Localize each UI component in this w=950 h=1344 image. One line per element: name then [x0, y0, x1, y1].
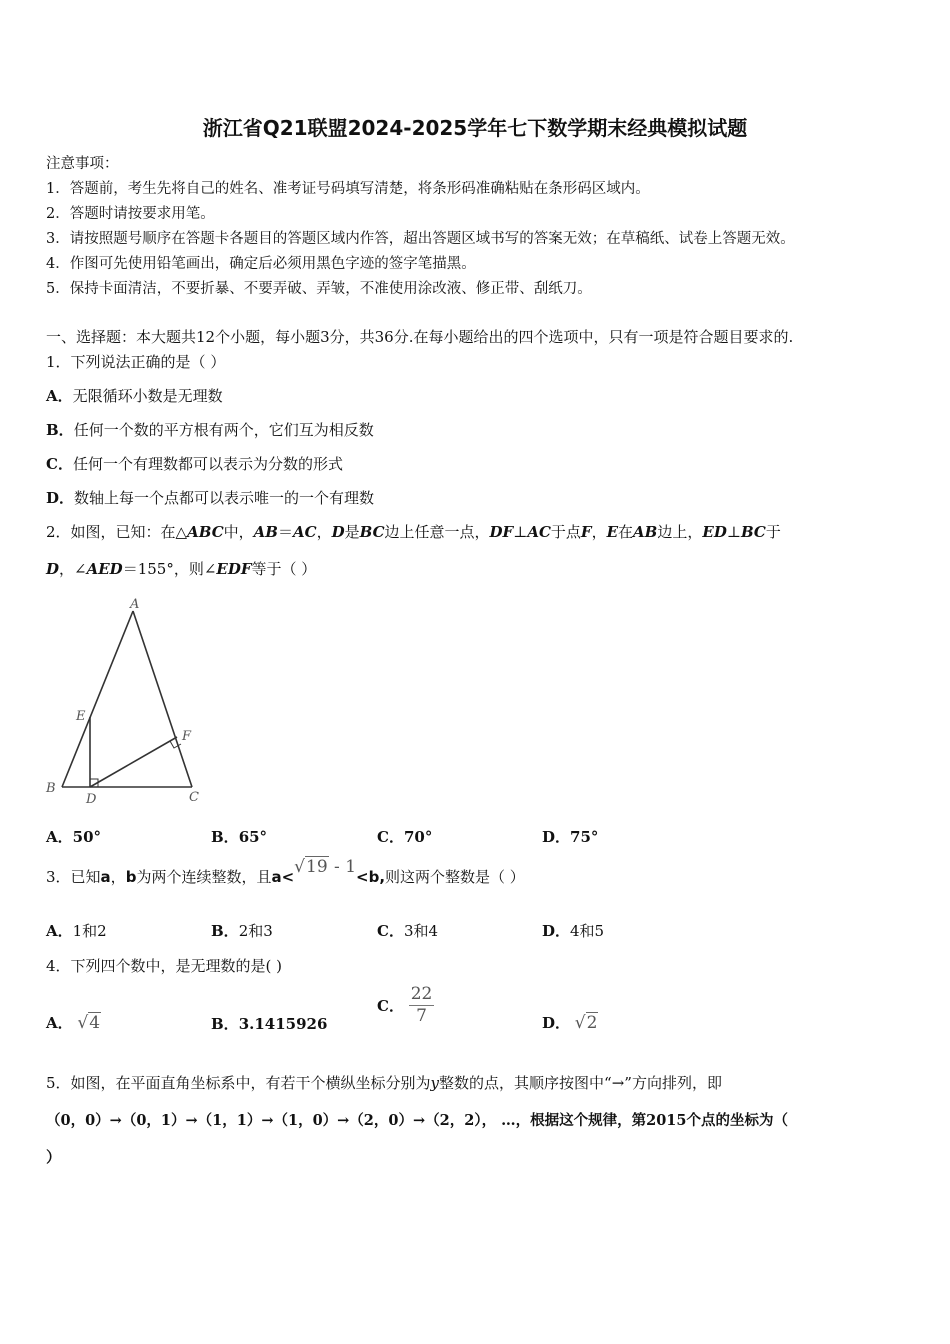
option-label: A． [46, 1014, 73, 1032]
notice-item: 3．请按照题号顺序在答题卡各题目的答题区域内作答，超出答题区域书写的答案无效；在草稿纸、试卷上答题无效。 [46, 231, 795, 247]
option-label: D． [46, 489, 75, 507]
text: <b, [356, 868, 386, 886]
text: 为两个连续整数，且 [136, 868, 272, 886]
var: E [606, 523, 619, 541]
q3-option-c [377, 920, 438, 941]
text: ⊥ [513, 523, 528, 541]
option-label: A． [46, 922, 73, 940]
text: ＝155°，则∠ [122, 560, 217, 578]
section-heading: 一、选择题：本大题共12个小题，每小题3分，共36分.在每小题给出的四个选项中，只有一项是符合题目要求的. [46, 328, 794, 346]
text: 整数的点，其顺序按图中“→”方向排列，即 [439, 1074, 722, 1092]
var: D [46, 560, 60, 578]
triangle-figure [40, 595, 220, 810]
option-text: 2和3 [238, 922, 273, 940]
option-label: D． [542, 1014, 571, 1032]
option-text: 无限循环小数是无理数 [72, 387, 223, 405]
var: DF [489, 523, 514, 541]
option-label: A． [46, 387, 73, 405]
q4-option-d [542, 1012, 598, 1033]
option-text: 任何一个数的平方根有两个，它们互为相反数 [73, 421, 374, 439]
q2-option-b [211, 826, 267, 847]
option-label: C． [46, 455, 73, 473]
q4-option-b [211, 1013, 327, 1034]
option-text: 70° [403, 828, 433, 846]
var: a [100, 868, 111, 886]
var: AC [527, 523, 551, 541]
text: 于点 [550, 523, 581, 541]
denominator: 7 [416, 1006, 427, 1026]
text: - 1 [328, 857, 357, 877]
q2-option-c [377, 826, 432, 847]
segment-df [90, 737, 177, 787]
q4-option-c [377, 986, 434, 1025]
var: BC [740, 523, 766, 541]
var: ABC [187, 523, 224, 541]
option-label: D． [542, 828, 571, 846]
option-label: B． [46, 421, 74, 439]
option-text: 数轴上每一个点都可以表示唯一的一个有理数 [74, 489, 375, 507]
option-label: C． [377, 828, 404, 846]
text: ， [316, 523, 332, 541]
var: F [580, 523, 592, 541]
fraction [409, 986, 435, 1025]
text: 于 [765, 523, 781, 541]
var: EDF [216, 560, 252, 578]
q2-stem-line1 [46, 521, 781, 542]
label-f: F [182, 729, 192, 744]
segment-ac [133, 611, 192, 787]
text: 中， [223, 523, 254, 541]
q5-stem-line3: ） [46, 1148, 62, 1166]
q3-option-a [46, 920, 107, 941]
option-label: D． [542, 922, 571, 940]
radicand: 2 [586, 1013, 598, 1033]
option-label: A． [46, 828, 73, 846]
q4-stem: 4．下列四个数中，是无理数的是( ) [46, 957, 283, 975]
text: 是 [344, 523, 360, 541]
segment-ab [62, 611, 133, 787]
text: ＝ [277, 523, 293, 541]
option-text: 3.1415926 [238, 1015, 328, 1033]
var: AB [633, 523, 658, 541]
q1-option-b [46, 419, 374, 440]
label-d: D [86, 792, 97, 807]
q2-stem-line2 [46, 558, 316, 579]
text: 5．如图，在平面直角坐标系中，有若干个横纵坐标分别为 [46, 1074, 431, 1092]
var: AC [293, 523, 317, 541]
q1-option-c [46, 453, 343, 474]
radicand: 4 [89, 1013, 101, 1033]
var: ED [702, 523, 727, 541]
sqrt-expression: √4 [77, 1013, 101, 1033]
notice-item: 4．作图可先使用铅笔画出，确定后必须用黑色字迹的签字笔描黑。 [46, 256, 476, 272]
option-text: 50° [72, 828, 102, 846]
q3-option-b [211, 920, 273, 941]
option-label: C． [377, 922, 404, 940]
label-a: A [130, 597, 140, 612]
var: BC [359, 523, 385, 541]
label-c: C [189, 790, 199, 805]
option-text: 任何一个有理数都可以表示为分数的形式 [72, 455, 343, 473]
text: ， [110, 868, 126, 886]
text: ，∠ [59, 560, 87, 578]
option-label: B． [211, 1015, 239, 1033]
numerator: 22 [410, 984, 433, 1004]
notice-item: 5．保持卡面清洁，不要折暴、不要弄破、弄皱，不准使用涂改液、修正带、刮纸刀。 [46, 281, 592, 297]
q5-stem-line1 [46, 1072, 722, 1093]
q3-stem [46, 857, 525, 887]
q2-option-d [542, 826, 598, 847]
option-label: C． [377, 997, 404, 1015]
var: AED [86, 560, 123, 578]
option-text: 75° [570, 828, 599, 846]
var: D [331, 523, 345, 541]
notice-heading: 注意事项： [46, 156, 119, 172]
text: a< [271, 868, 295, 886]
q4-option-a [46, 1012, 101, 1033]
option-text: 1和2 [72, 922, 107, 940]
text: 等于（ ） [251, 560, 317, 578]
option-label: B． [211, 828, 239, 846]
radicand: 19 [306, 857, 328, 877]
text: 边上任意一点， [384, 523, 490, 541]
text: 边上， [657, 523, 703, 541]
label-e: E [76, 709, 86, 724]
option-text: 4和5 [570, 922, 605, 940]
page-title: 浙江省Q21联盟2024-2025学年七下数学期末经典模拟试题 [202, 116, 748, 140]
notice-item: 1．答题前，考生先将自己的姓名、准考证号码填写清楚，将条形码准确粘贴在条形码区域内。 [46, 181, 650, 197]
sqrt-expression: √2 [574, 1013, 598, 1033]
var: y [430, 1074, 440, 1092]
q1-option-d [46, 487, 374, 508]
label-b: B [46, 781, 56, 796]
text: ， [591, 523, 607, 541]
q3-option-d [542, 920, 604, 941]
option-text: 3和4 [403, 922, 439, 940]
option-label: B． [211, 922, 239, 940]
var: AB [253, 523, 278, 541]
q5-stem-line2: （0，0）→（0，1）→（1，1）→（1，0）→（2，0）→（2，2）， …，根据这个规律，第2015个点的坐标为（ [46, 1112, 788, 1129]
text: 则这两个整数是（ ） [385, 868, 525, 886]
text: 在 [618, 523, 634, 541]
q1-stem: 1．下列说法正确的是（ ） [46, 353, 226, 371]
var: b [125, 868, 137, 886]
option-text: 65° [238, 828, 268, 846]
text: ⊥ [726, 523, 741, 541]
q1-option-a [46, 385, 223, 406]
q2-option-a [46, 826, 101, 847]
notice-item: 2．答题时请按要求用笔。 [46, 206, 215, 222]
text: 2．如图，已知：在△ [46, 523, 188, 541]
text: 3．已知 [46, 868, 101, 886]
sqrt-expression: √19 - 1 [294, 857, 357, 877]
